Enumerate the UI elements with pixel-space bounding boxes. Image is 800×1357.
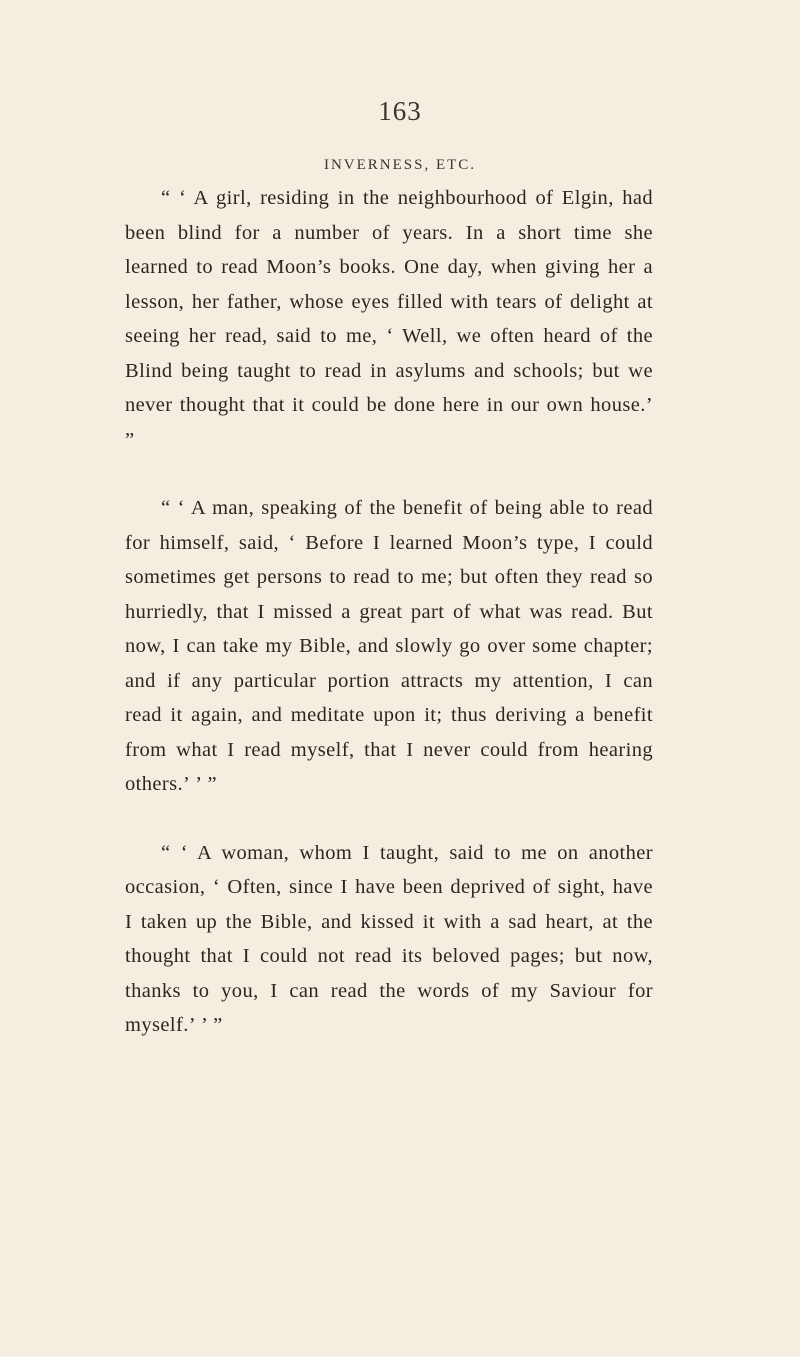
- body-text: [125, 181, 653, 1043]
- paragraph-man: “ ‘ A man, speaking of the benefit of being able to read for himself, said, ‘ Before I learned Moon’s type, I could sometimes get persons to read to me; but often they read so hurriedly, that I missed a great part of what was read. But now, I can take my Bible, and slowly go over some chapter; and if any particular portion attracts my attention, I can read it again, and meditate upon it; thus deriving a benefit from what I read myself, that I never could from hearing others.’ ’ ”: [125, 497, 653, 795]
- paragraph-woman: “ ‘ A woman, whom I taught, said to me on another occasion, ‘ Often, since I have been deprived of sight, have I taken up the Bible, and kissed it with a sad heart, at the thought that I could not read its beloved pages; but now, thanks to you, I can read the words of my Saviour for myself.’ ’ ”: [125, 841, 653, 1036]
- page-number: 163: [378, 96, 422, 126]
- running-head: INVERNESS, ETC.: [323, 157, 477, 173]
- paragraph-girl: “ ‘ A girl, residing in the neighbourhood of Elgin, had been blind for a number of years. In a short time she learned to read Moon’s books. One day, when giving her a lesson, her father, whose eyes filled with tears of delight at seeing her read, said to me, ‘ Well, we often heard of the Blind being taught to read in asylums and schools; but we never thought that it could be done here in our own house.’ ”: [125, 187, 653, 451]
